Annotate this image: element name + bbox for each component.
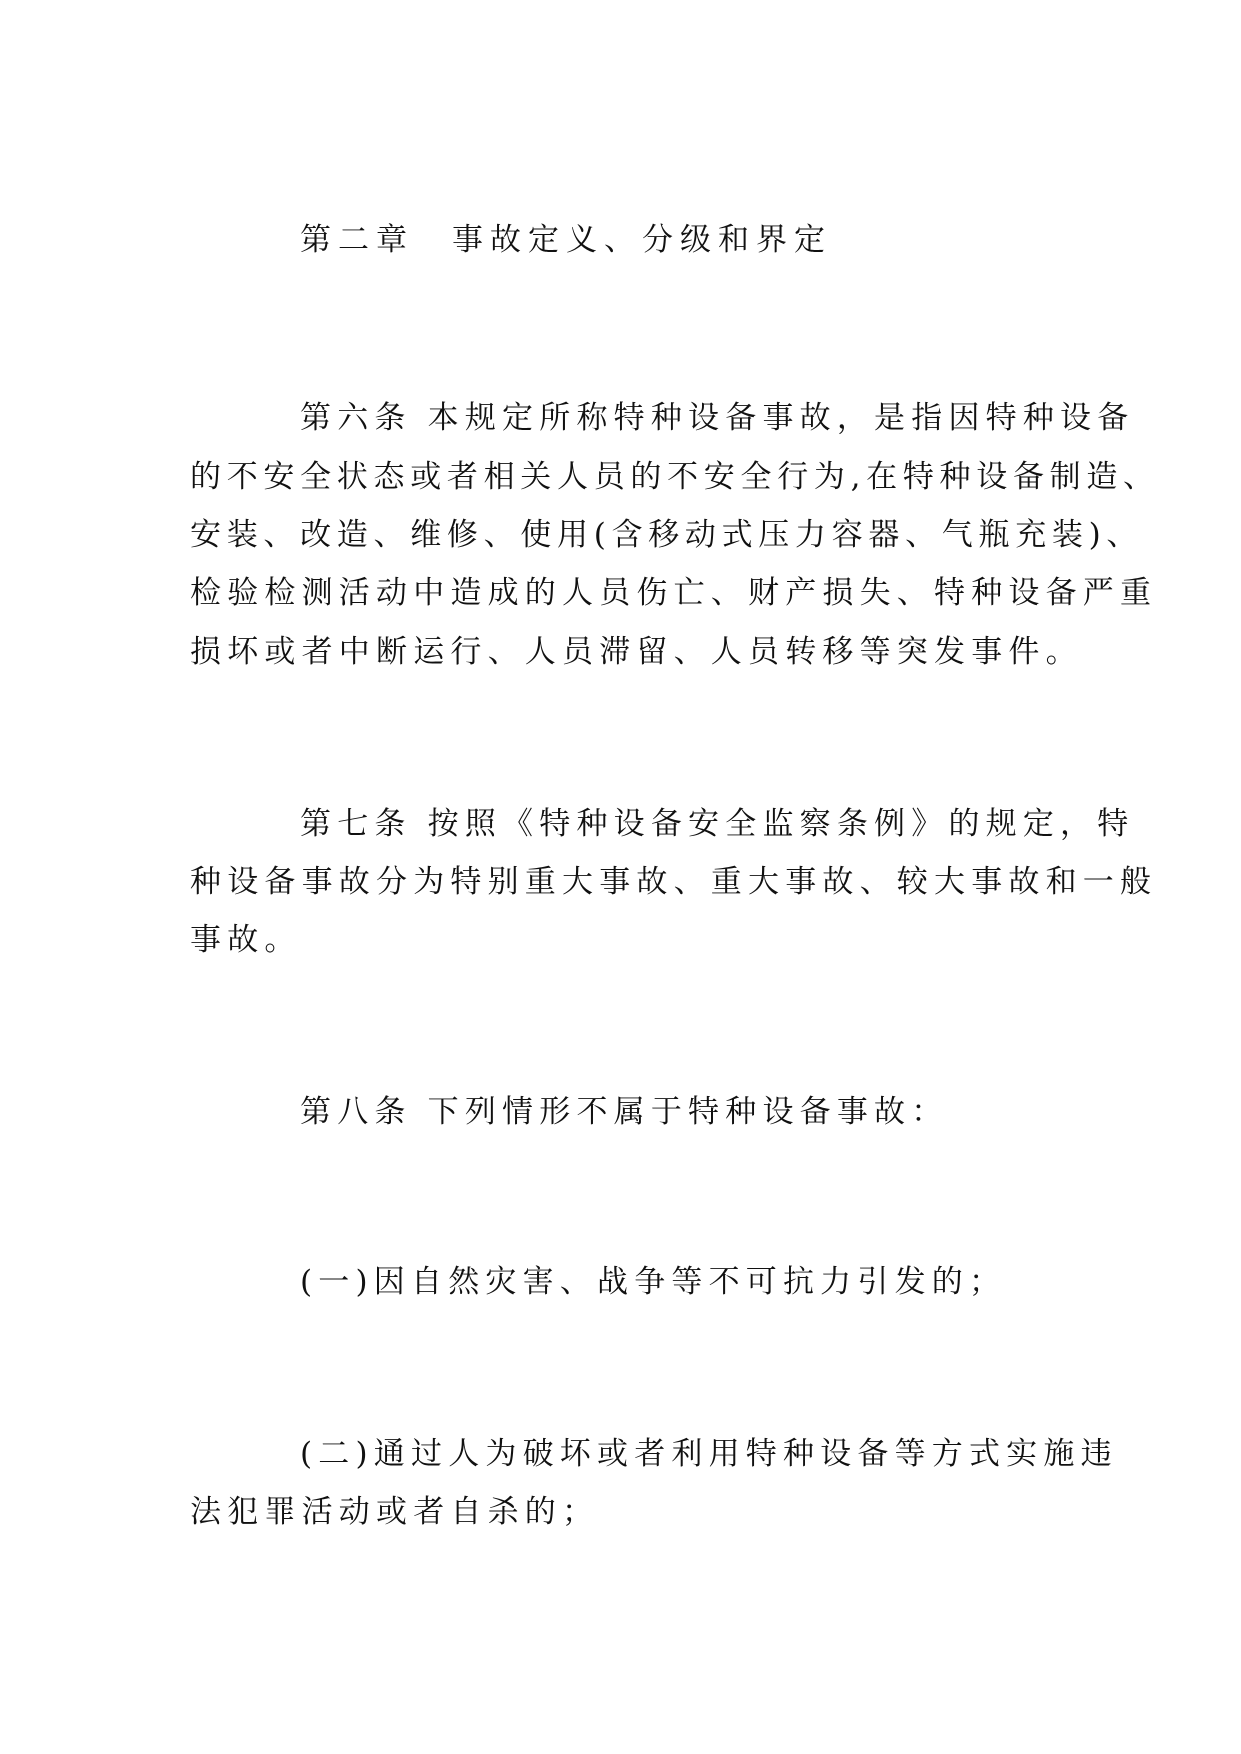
article-6-line-2: 的不安全状态或者相关人员的不安全行为,在特种设备制造、	[190, 459, 1160, 495]
article-7-line-2: 种设备事故分为特别重大事故、重大事故、较大事故和一般	[190, 864, 1158, 900]
article-8-line-1: 第八条 下列情形不属于特种设备事故：	[300, 1094, 949, 1130]
article-6-line-1: 第六条 本规定所称特种设备事故，是指因特种设备	[300, 400, 1135, 436]
article-6-line-3: 安装、改造、维修、使用(含移动式压力容器、气瓶充装)、	[190, 517, 1144, 553]
article-6-line-5: 损坏或者中断运行、人员滞留、人员转移等突发事件。	[190, 634, 1083, 670]
chapter-heading: 第二章 事故定义、分级和界定	[300, 222, 832, 258]
article-6-line-4: 检验检测活动中造成的人员伤亡、财产损失、特种设备严重	[190, 575, 1158, 611]
item-2-line-2: 法犯罪活动或者自杀的；	[190, 1494, 600, 1530]
item-2-line-1: (二)通过人为破坏或者利用特种设备等方式实施违	[300, 1436, 1118, 1472]
item-1-line-1: (一)因自然灾害、战争等不可抗力引发的；	[300, 1264, 1007, 1300]
article-7-line-1: 第七条 按照《特种设备安全监察条例》的规定，特	[300, 806, 1135, 842]
article-7-line-3: 事故。	[190, 922, 302, 958]
